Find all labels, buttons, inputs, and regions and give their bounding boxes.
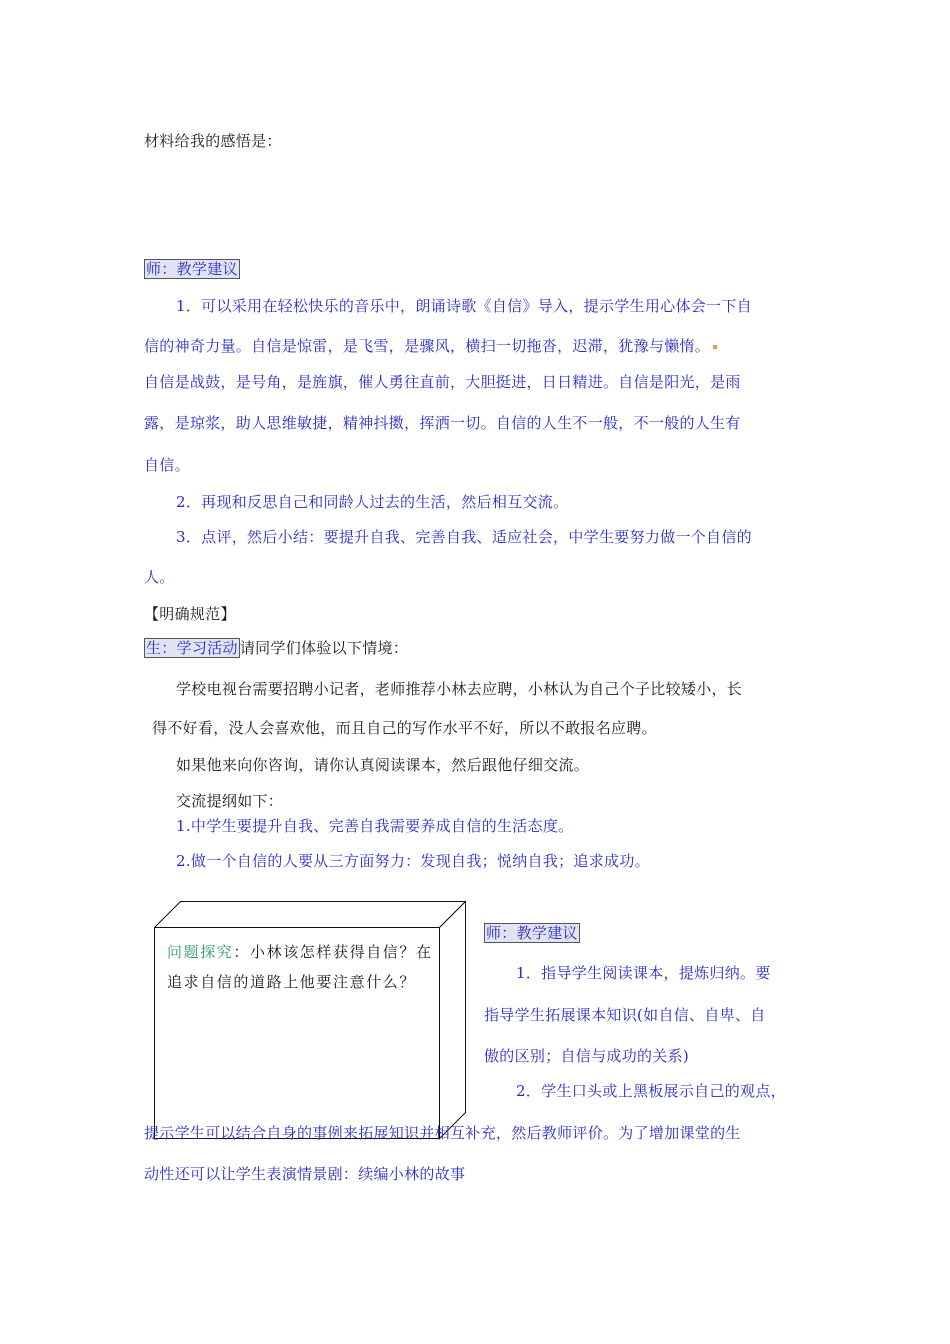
advice-paragraph-2: 2．再现和反思自己和同龄人过去的生活，然后相互交流。 <box>176 493 569 511</box>
advice-paragraph-3-line-2: 人。 <box>144 568 175 586</box>
advice2-paragraph-2-line-3: 动性还可以让学生表演情景剧：续编小林的故事 <box>144 1165 466 1183</box>
advice-paragraph-1-line-3: 自信是战鼓，是号角，是旌旗，催人勇往直前，大胆挺进，日日精进。自信是阳光，是雨 <box>144 373 741 391</box>
teacher-advice-tag-label: 师：教学建议 <box>146 260 238 278</box>
story-line-1: 学校电视台需要招聘小记者，老师推荐小林去应聘，小林认为自己个子比较矮小，长 <box>176 680 743 698</box>
student-activity-intro: 请同学们体验以下情境： <box>239 639 409 657</box>
story-line-2: 得不好看，没人会喜欢他，而且自己的写作水平不好，所以不敢报名应聘。 <box>152 719 657 737</box>
advice-paragraph-1-line-5: 自信。 <box>144 456 190 474</box>
advice-paragraph-3-line-1: 3．点评，然后小结：要提升自我、完善自我、适应社会，中学生要努力做一个自信的 <box>176 528 752 546</box>
advice-paragraph-1-line-1: 1．可以采用在轻松快乐的音乐中，朗诵诗歌《自信》导入，提示学生用心体会一下自 <box>176 297 752 315</box>
advice2-paragraph-1-line-2: 指导学生拓展课本知识(如自信、自卑、自 <box>484 1006 766 1024</box>
advice2-paragraph-2-line-1: 2．学生口头或上黑板展示自己的观点， <box>516 1082 786 1100</box>
feeling-label: 材料给我的感悟是： <box>144 132 282 150</box>
student-activity-line <box>144 638 408 658</box>
teacher-advice-tag-2 <box>484 923 580 943</box>
advice-paragraph-1-line-4: 露，是琼浆，助人思维敏捷，精神抖擞，挥洒一切。自信的人生不一般，不一般的人生有 <box>144 414 741 432</box>
outline-item-2: 2.做一个自信的人要从三方面努力：发现自我；悦纳自我；追求成功。 <box>176 852 650 870</box>
teacher-advice-tag-2-label: 师：教学建议 <box>486 924 578 942</box>
question-box-text <box>167 937 435 997</box>
student-activity-tag: 生：学习活动 <box>146 639 238 657</box>
advice-paragraph-1-line-2 <box>144 336 717 356</box>
question-box-frame <box>154 900 468 1140</box>
advice2-paragraph-1-line-3: 傲的区别；自信与成功的关系) <box>484 1047 690 1065</box>
consult-line: 如果他来向你咨询，请你认真阅读课本，然后跟他仔细交流。 <box>176 756 590 774</box>
question-text: ：小林该怎样获得自信？在追求自信的道路上他要注意什么？ <box>167 943 433 991</box>
advice2-paragraph-1-line-1: 1．指导学生阅读课本，提炼归纳。要 <box>516 964 771 982</box>
advice2-paragraph-2-line-2: 提示学生可以结合自身的事例来拓展知识并相互补充，然后教师评价。为了增加课堂的生 <box>144 1124 741 1142</box>
question-label: 问题探究 <box>167 943 234 961</box>
orange-dot-icon <box>713 345 717 349</box>
outline-item-1: 1.中学生要提升自我、完善自我需要养成自信的生活态度。 <box>176 817 574 835</box>
advice-line-2-text: 信的神奇力量。自信是惊雷，是飞雪，是骤风，横扫一切拖沓，迟滞，犹豫与懒惰。 <box>144 337 711 355</box>
section-heading: 【明确规范】 <box>144 605 236 623</box>
teacher-advice-tag <box>144 259 240 279</box>
outline-label: 交流提纲如下： <box>176 792 284 810</box>
